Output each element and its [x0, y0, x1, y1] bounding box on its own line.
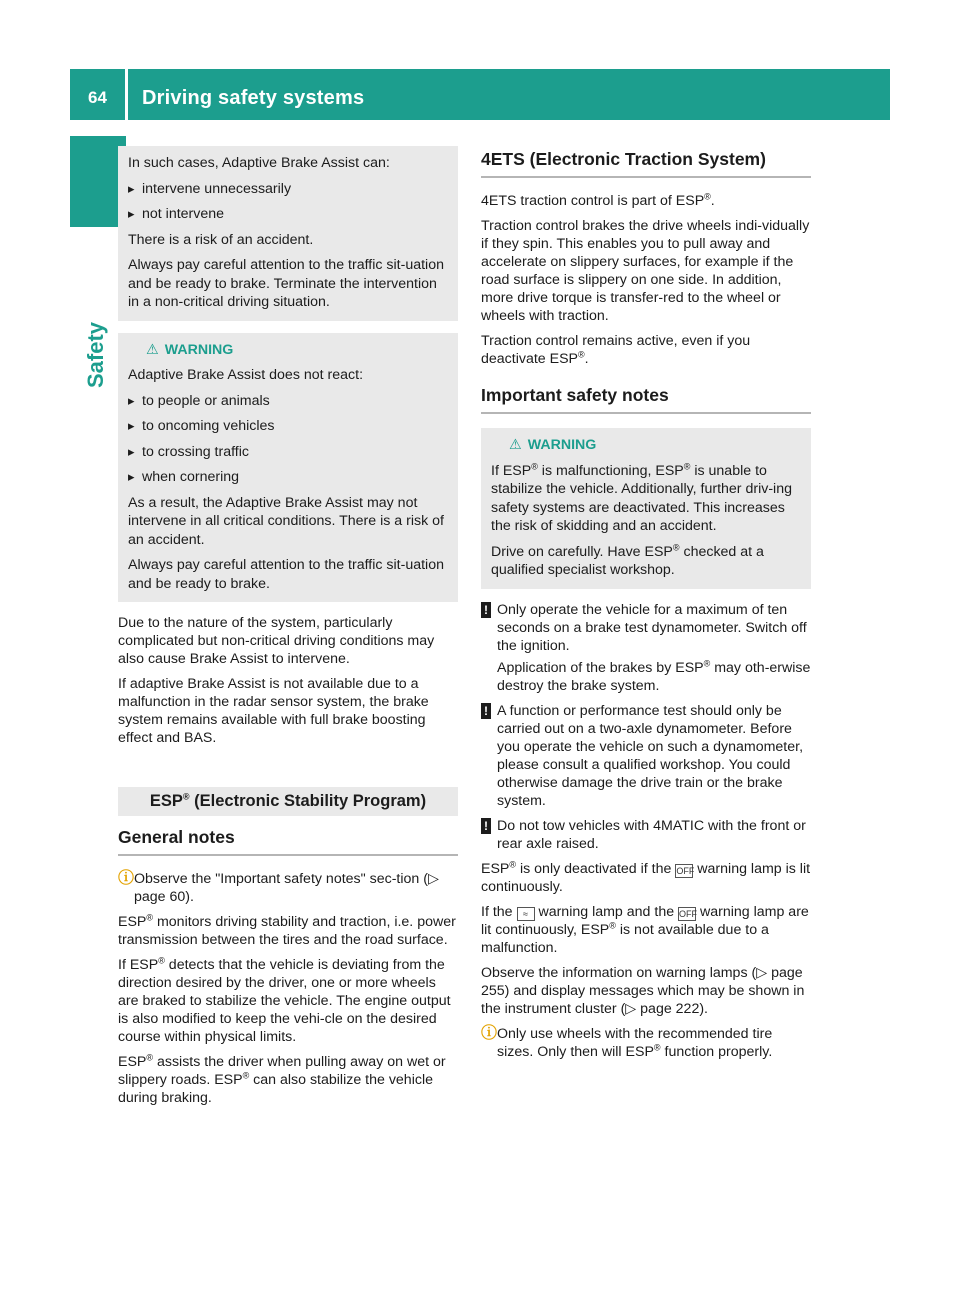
text: may oth-erwise destroy the brake system.: [497, 659, 811, 694]
info-text: Observe the "Important safety notes" sec-tion (: [134, 871, 428, 887]
esp-off-icon: OFF: [676, 865, 695, 876]
registered-mark: ®: [158, 955, 165, 966]
caution-note: [481, 817, 811, 853]
caution-box: [118, 146, 458, 321]
box-intro: In such cases, Adaptive Brake Assist can:: [128, 155, 390, 171]
body-paragraph: [481, 192, 811, 210]
warning-text: [491, 543, 801, 580]
text: Observe the information on warning lamps (: [481, 964, 757, 981]
section-title: Driving safety systems: [142, 87, 365, 109]
exclamation-icon: !: [481, 703, 491, 719]
text: warning lamp is lit continuously.: [481, 860, 811, 895]
text: monitors driving stability and traction, i.e. power transmission between the tires and the road surface.: [118, 914, 456, 948]
registered-mark: ®: [653, 1041, 661, 1052]
4ets-heading: 4ETS (Electronic Traction System): [481, 150, 811, 178]
body-paragraph: Due to the nature of the system, particularly complicated but non-critical driving conditions may also cause Brake Assist to intervene.: [118, 615, 435, 667]
left-column: [118, 146, 458, 1114]
registered-mark: ®: [578, 349, 585, 360]
text: 4ETS traction control is part of ESP: [481, 193, 705, 209]
text: can also stabilize the vehicle during braking.: [118, 1072, 433, 1106]
page-number: 64: [88, 88, 107, 107]
esp-warning-icon: ≈: [517, 907, 535, 921]
text: .: [710, 193, 715, 209]
warning-box: [118, 333, 458, 603]
text: warning lamp are lit continuously, ESP: [481, 903, 809, 938]
text: checked at a qualified specialist workshop.: [491, 543, 764, 578]
note-text: [497, 659, 811, 695]
page-header: [70, 69, 890, 120]
page-ref-link[interactable]: page 222).: [636, 1000, 709, 1017]
text: is malfunctioning, ESP: [537, 462, 684, 479]
header-divider: [125, 69, 128, 120]
warning-title: WARNING: [527, 437, 597, 453]
bullet-item: ▸ to crossing traffic: [128, 443, 448, 462]
info-note: [118, 870, 458, 906]
warning-triangle-icon: ⚠: [146, 341, 159, 358]
note-text: Do not tow vehicles with 4MATIC with the front or rear axle raised.: [497, 817, 806, 852]
body-paragraph: [481, 332, 811, 368]
info-note: [481, 1025, 811, 1061]
bullet-item: ▸ to oncoming vehicles: [128, 417, 448, 436]
body-paragraph: [118, 1053, 458, 1107]
text: If ESP: [118, 957, 159, 973]
note-text: A function or performance test should only be carried out on a two-axle dynamometer. Before you operate the vehicle on such a dynamometer, please consult a qualified workshop. You could otherwise damage the drive train or the brake system.: [497, 702, 804, 809]
text: Drive on carefully. Have ESP: [491, 543, 673, 560]
registered-mark: ®: [146, 1052, 154, 1063]
warning-intro: Adaptive Brake Assist does not react:: [128, 367, 364, 383]
info-icon: ⓘ: [118, 870, 135, 887]
registered-mark: ®: [182, 791, 190, 802]
registered-mark: ®: [683, 460, 691, 471]
page-ref-link[interactable]: page 60).: [134, 889, 194, 905]
body-paragraph: [481, 903, 811, 957]
esp-heading-text: (Electronic Stability Program): [189, 792, 427, 810]
body-paragraph: If adaptive Brake Assist is not available due to a malfunction in the radar sensor system, the brake system remains available with full brake boosting effect and BAS.: [118, 676, 429, 746]
info-icon: ⓘ: [481, 1024, 498, 1042]
text: ESP: [481, 860, 510, 877]
warning-heading: [491, 436, 801, 455]
warning-box: [481, 428, 811, 589]
safety-notes-heading: Important safety notes: [481, 386, 811, 414]
esp-off-icon: OFF: [679, 908, 698, 919]
exclamation-icon: !: [481, 818, 491, 834]
body-paragraph: [118, 913, 458, 949]
body-paragraph: [481, 860, 811, 896]
body-paragraph: Traction control brakes the drive wheels indi-vidually if they spin. This enables you to pull away and accelerate on slippery surfaces, for example if the road surface is slippery on one side. In addition, more drive torque is transfer-red to the wheel or wheels with traction.: [481, 218, 810, 324]
box-text: There is a risk of an accident.: [128, 231, 314, 248]
text: is not available due to a malfunction.: [481, 921, 769, 956]
text: detects that the vehicle is deviating from the direction desired by the driver, one or more wheels are braked to stabilize the vehicle. The engine output is also modified to keep the vehi-cle on the desired course within physical limits.: [118, 957, 451, 1045]
esp-heading: [118, 787, 458, 816]
body-paragraph: [118, 956, 458, 1046]
text: If the: [481, 903, 517, 920]
registered-mark: ®: [531, 460, 538, 471]
warning-title: WARNING: [164, 341, 234, 358]
text: assists the driver when pulling away on wet or slippery roads. ESP: [118, 1054, 446, 1088]
warning-heading: [128, 341, 448, 360]
caution-note: [481, 601, 811, 695]
text: ESP: [118, 914, 147, 930]
box-text: Always pay careful attention to the traffic sit-uation and be ready to brake. Terminate the intervention in a non-critical driving situation.: [128, 257, 444, 310]
right-column: [481, 150, 811, 1068]
body-paragraph: [481, 964, 811, 1018]
registered-mark: ®: [704, 191, 711, 202]
page-ref-arrow-icon: ▷: [427, 871, 439, 887]
registered-mark: ®: [609, 919, 616, 930]
text: Application of the brakes by ESP: [497, 659, 704, 676]
warning-triangle-icon: ⚠: [509, 437, 522, 453]
text: Only use wheels with the recommended tire sizes. Only then will ESP: [497, 1025, 773, 1060]
note-text: Only operate the vehicle for a maximum of ten seconds on a brake test dynamometer. Switch off the ignition.: [497, 601, 807, 654]
registered-mark: ®: [703, 657, 711, 668]
caution-note: [481, 702, 811, 810]
registered-mark: ®: [672, 541, 680, 552]
exclamation-icon: !: [481, 602, 491, 618]
page-ref-arrow-icon: ▷: [756, 964, 768, 981]
bullet-item: ▸ intervene unnecessarily: [128, 180, 448, 199]
registered-mark: ®: [146, 912, 154, 923]
bullet-item: ▸ not intervene: [128, 205, 448, 224]
side-tab-label: Safety: [83, 321, 108, 389]
bullet-item: ▸ when cornering: [128, 468, 448, 487]
page-ref-link[interactable]: page 255) and display messages which may be shown in the instrument cluster (: [481, 964, 805, 1017]
text: ESP: [118, 1054, 147, 1070]
text: function properly.: [660, 1043, 773, 1060]
text: Traction control remains active, even if you deactivate ESP: [481, 333, 751, 367]
text: If ESP: [491, 462, 532, 479]
bullet-item: ▸ to people or animals: [128, 392, 448, 411]
text: is unable to stabilize the vehicle. Additionally, further driv-ing safety systems are deactivated. This increases the risk of skidding and an accident.: [491, 462, 792, 534]
warning-text: Always pay careful attention to the traffic sit-uation and be ready to brake.: [128, 557, 444, 592]
page-ref-arrow-icon: ▷: [625, 1000, 637, 1017]
text: is only deactivated if the: [516, 860, 676, 877]
registered-mark: ®: [242, 1070, 250, 1081]
general-notes-heading: General notes: [118, 828, 458, 856]
esp-heading-text: ESP: [149, 792, 183, 810]
warning-text: [491, 462, 801, 536]
text: warning lamp and the: [534, 903, 679, 920]
registered-mark: ®: [509, 858, 517, 869]
warning-text: As a result, the Adaptive Brake Assist may not intervene in all critical conditions. There is a risk of an accident.: [128, 494, 444, 548]
text: .: [584, 351, 589, 367]
